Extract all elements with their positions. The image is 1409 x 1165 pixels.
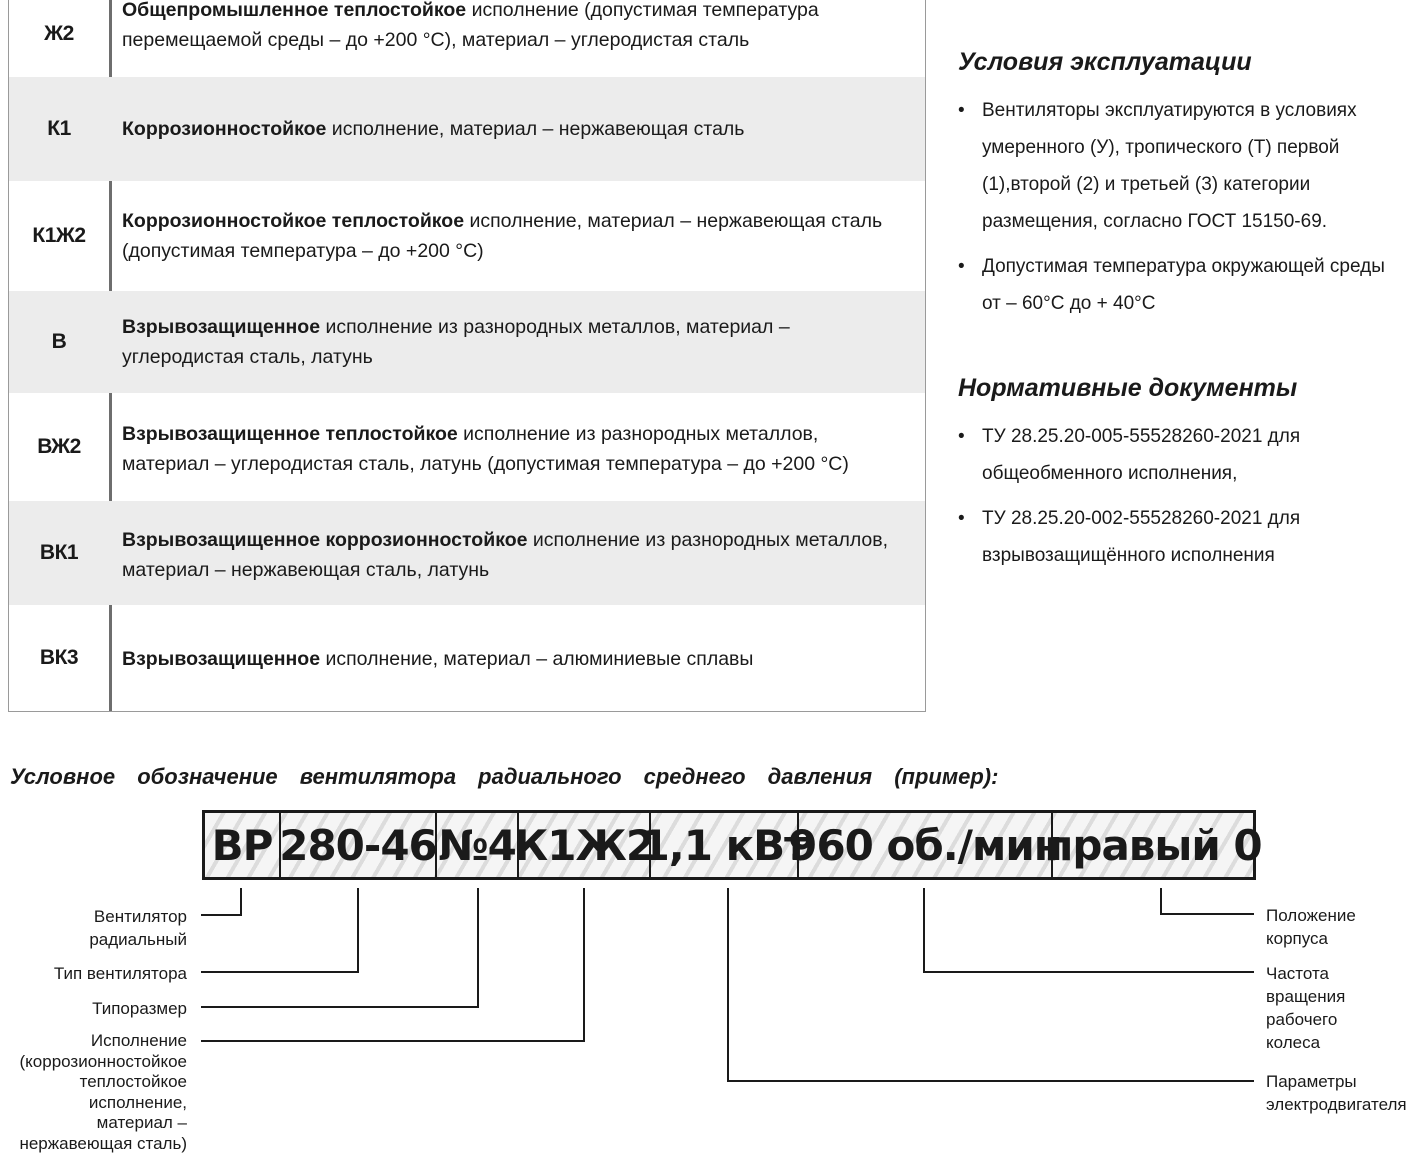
execution-details: исполнение, материал – нержавеющая сталь (326, 118, 745, 140)
list-item: • ТУ 28.25.20-005-55528260-2021 для общеобменного исполнения, (958, 418, 1403, 492)
code-part-rpm: 960 об./мин (799, 813, 1053, 877)
code-part-size: №4 (437, 813, 519, 877)
code-part-position: правый 0 (1044, 820, 1262, 870)
leader-line-type (201, 888, 358, 972)
list-item: • Допустимая температура окружающей среды от – 60°С до + 40°С (958, 248, 1403, 322)
label-rotation-speed: Частота вращения рабочего колеса (1266, 964, 1346, 1052)
leader-line-execution (201, 888, 584, 1041)
execution-code: Ж2 (44, 22, 74, 45)
execution-code: ВК1 (39, 541, 79, 564)
label-housing-position: Положение корпуса (1266, 906, 1356, 948)
execution-details: исполнение (допустимая температура перемещаемой среды – до +200 °С), материал – углеродистая сталь (122, 0, 819, 51)
conditions-heading: Условия эксплуатации (958, 48, 1252, 76)
norms-heading: Нормативные документы (958, 374, 1298, 402)
execution-code: ВЖ2 (37, 435, 81, 458)
designation-title: Условное обозначение вентилятора радиального среднего давления (пример): (10, 764, 999, 789)
execution-code: ВК3 (39, 646, 79, 669)
execution-type: Взрывозащищенное коррозионностойкое (122, 529, 528, 551)
execution-details: исполнение из разнородных металлов, материал – нержавеющая сталь, латунь (122, 529, 889, 581)
execution-type: Взрывозащищенное теплостойкое (122, 423, 458, 445)
label-execution: Исполнение (коррозионностойкое теплостойкое исполнение, материал – нержавеющая сталь) (19, 1031, 187, 1153)
list-item: • Вентиляторы эксплуатируются в условиях умеренного (У), тропического (Т) первой (1),второй (2) и третьей (3) категории размещения, согласно ГОСТ 15150-69. (958, 92, 1403, 240)
leader-line-fan (201, 888, 241, 915)
execution-type: Коррозионностойкое (122, 118, 327, 140)
execution-type: Взрывозащищенное (122, 316, 321, 338)
label-size: Типоразмер (92, 999, 187, 1018)
leader-line-position (1161, 888, 1254, 914)
code-part-execution: К1Ж2 (519, 813, 651, 877)
execution-code: К1Ж2 (32, 224, 86, 247)
label-fan-radial: Вентилятор радиальный (89, 907, 187, 949)
label-fan-type: Тип вентилятора (53, 964, 187, 983)
execution-code: К1 (47, 117, 71, 140)
label-motor-params: Параметры электродвигателя (1266, 1072, 1407, 1114)
execution-details: исполнение, материал – нержавеющая сталь (допустимая температура – до +200 °С) (122, 210, 883, 262)
execution-type: Взрывозащищенное (122, 648, 321, 670)
execution-type: Общепромышленное теплостойкое (122, 0, 467, 21)
code-part-motor: 1,1 кВт (651, 813, 799, 877)
execution-details: исполнение из разнородных металлов, материал – углеродистая сталь, латунь (допустимая температура – до +200 °С) (122, 423, 849, 475)
execution-details: исполнение, материал – алюминиевые сплавы (320, 648, 754, 670)
execution-code: В (51, 330, 67, 353)
execution-details: исполнение из разнородных металлов, материал – углеродистая сталь, латунь (122, 316, 790, 368)
execution-type: Коррозионностойкое теплостойкое (122, 210, 465, 232)
leader-line-motor (728, 888, 1254, 1081)
code-part-type: 280-46 (281, 813, 437, 877)
leader-line-size (201, 888, 478, 1007)
code-part-series: ВР (205, 813, 281, 877)
leader-line-rpm (924, 888, 1254, 972)
list-item: • ТУ 28.25.20-002-55528260-2021 для взрывозащищённого исполнения (958, 500, 1403, 574)
